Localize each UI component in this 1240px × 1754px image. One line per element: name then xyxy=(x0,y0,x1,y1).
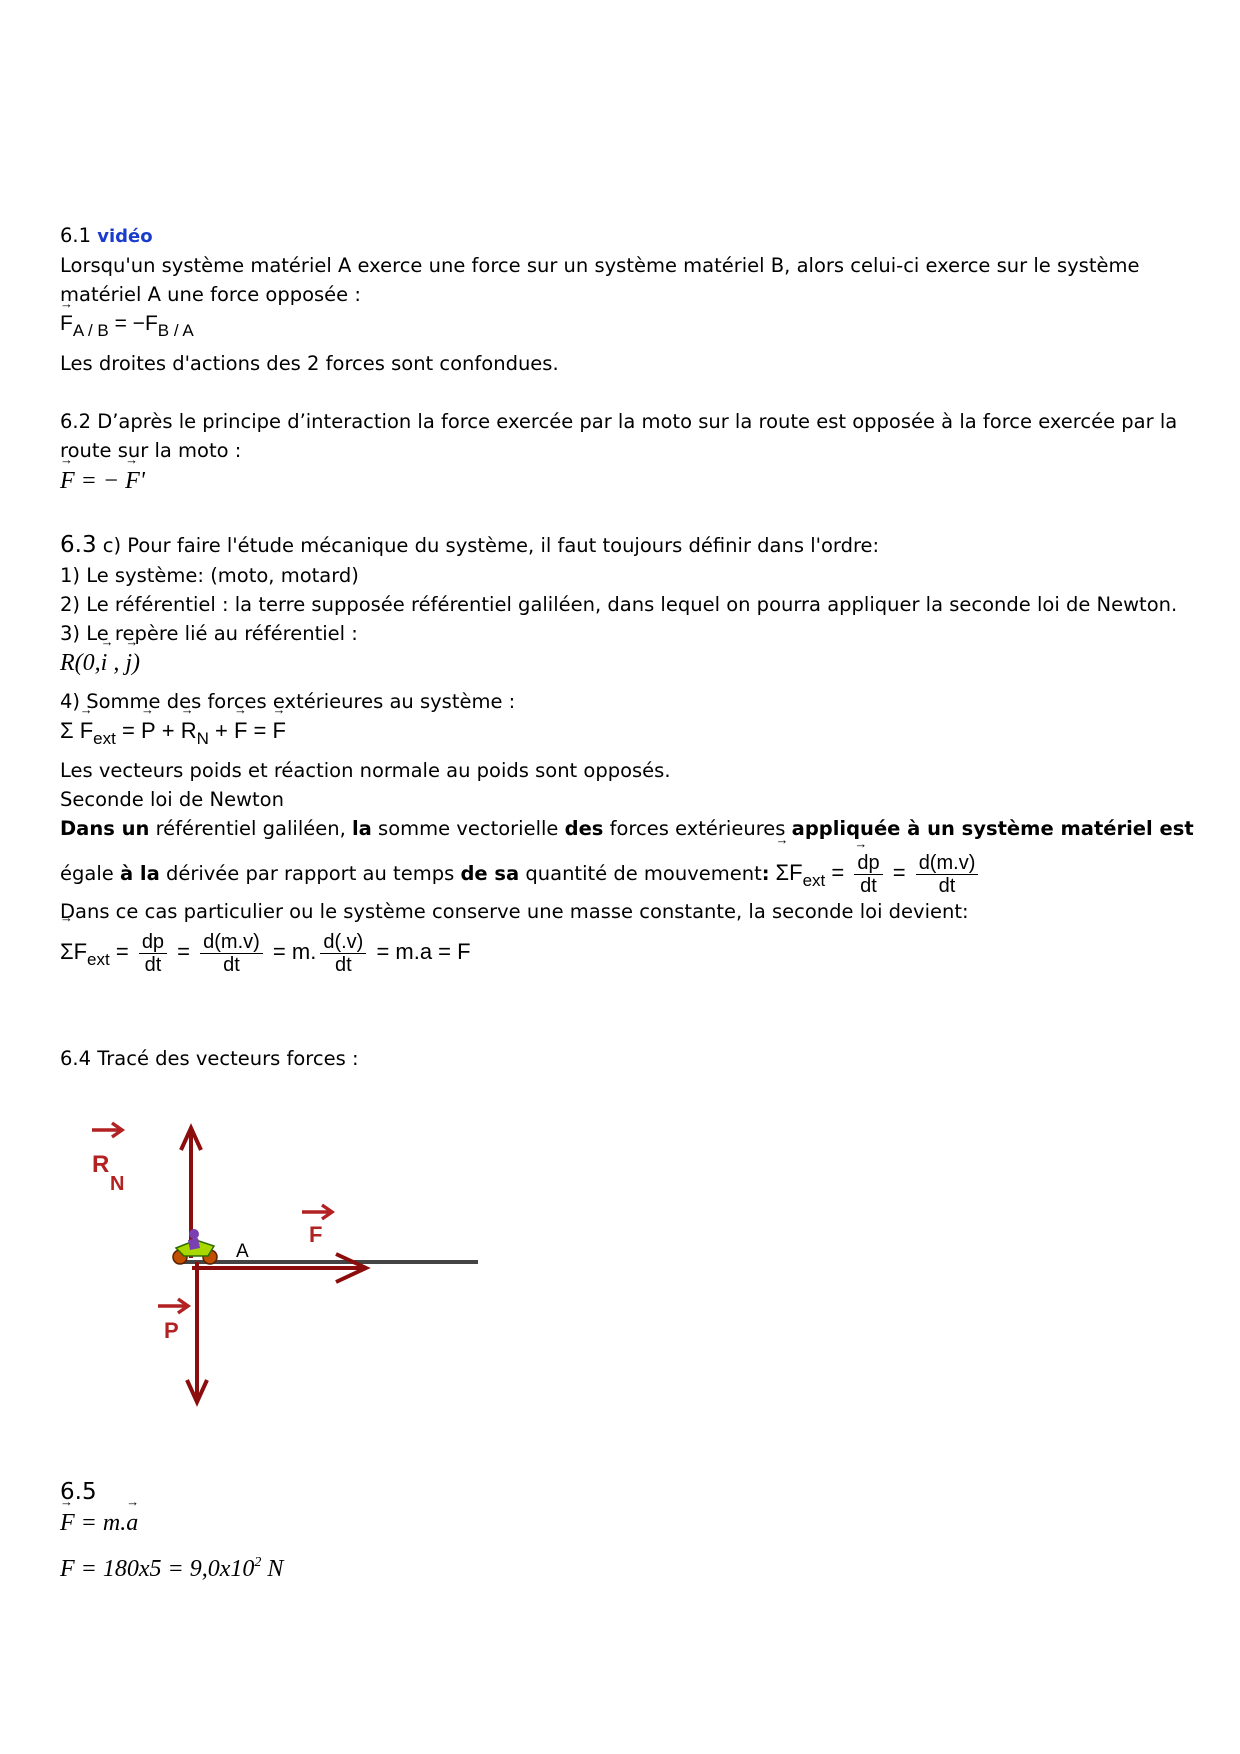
text: référentiel galiléen, xyxy=(149,817,352,840)
sigma-f: → ΣF xyxy=(60,926,87,978)
bold-text: des xyxy=(564,817,604,840)
paragraph-line: matériel A une force opposée : xyxy=(60,283,361,306)
subscript: ext xyxy=(93,729,116,748)
paragraph-line: Lorsqu'un système matériel A exerce une force sur un système matériel B, alors celui-ci exerce sur le système xyxy=(60,254,1140,277)
operator: + xyxy=(155,718,181,743)
point-a-label: A xyxy=(236,1241,249,1262)
formula-text: F = 180x5 = 9,0x10 xyxy=(60,1556,255,1582)
operator: = xyxy=(115,718,141,743)
operator: = xyxy=(109,939,135,964)
numerator: dp xyxy=(139,931,167,954)
list-item: 2) Le référentiel : la terre supposée référentiel galiléen, dans lequel on pourra appliquer la seconde loi de Newton. xyxy=(60,593,1178,616)
text: dérivée par rapport au temps xyxy=(159,862,461,885)
paragraph-line: 6.2 D’après le principe d’interaction la force exercée par la moto sur la route est opposée à la force exercée par la xyxy=(60,410,1178,433)
text: quantité de mouvement xyxy=(519,862,762,885)
paragraph-line: Les droites d'actions des 2 forces sont confondues. xyxy=(60,352,559,375)
denominator: dt xyxy=(144,953,162,976)
sigma-f: → ΣF xyxy=(776,848,803,898)
bold-text: : xyxy=(761,862,770,885)
operator: = xyxy=(825,860,851,885)
bold-text: appliquée à un système matériel est xyxy=(791,817,1194,840)
operator: = xyxy=(886,860,912,885)
bold-text: de sa xyxy=(460,862,520,885)
superscript: 2 xyxy=(254,1555,262,1570)
operator: = m. xyxy=(266,939,317,964)
paragraph-line: route sur la moto : xyxy=(60,439,242,462)
section-number: 6.3 xyxy=(60,532,97,558)
prime: ' xyxy=(139,468,145,494)
list-item: 1) Le système: (moto, motard) xyxy=(60,564,359,587)
vector-f-prime: → F xyxy=(125,468,140,495)
numerator: d(m.v) xyxy=(916,852,979,875)
list-item: 3) Le repère lié au référentiel : xyxy=(60,622,358,645)
vector-i: → i xyxy=(101,650,108,677)
operator: + xyxy=(208,718,234,743)
subscript: ext xyxy=(87,950,110,969)
vector-f: → F xyxy=(60,468,75,495)
unit: N xyxy=(261,1556,284,1582)
subscript: ext xyxy=(802,871,826,890)
operator: = − xyxy=(74,468,126,494)
paren: ) xyxy=(132,650,140,676)
p-label: P xyxy=(164,1318,179,1343)
denominator: dt xyxy=(860,874,877,897)
paragraph-line: Dans ce cas particulier ou le système conserve une masse constante, la seconde loi devient: xyxy=(60,900,969,923)
formula-tail: = m.a = F xyxy=(370,939,471,964)
formula-f-value xyxy=(60,1556,283,1583)
video-link[interactable]: vidéo xyxy=(97,226,153,247)
bold-text: à la xyxy=(119,862,160,885)
operator: = −F xyxy=(108,312,158,335)
operator: = xyxy=(171,939,197,964)
vector-r: → R xyxy=(181,718,197,744)
operator: = xyxy=(247,718,273,743)
bold-text: la xyxy=(352,817,372,840)
rn-label-r: R xyxy=(92,1151,110,1178)
newton-title: Seconde loi de Newton xyxy=(60,788,284,811)
f-label: F xyxy=(309,1222,323,1247)
vector-f: → F xyxy=(80,718,93,744)
subscript: A / B xyxy=(72,321,109,340)
repere-r: R(0, xyxy=(60,650,101,676)
operator: = m. xyxy=(74,1510,127,1536)
text: égale xyxy=(60,862,120,885)
numerator: d(m.v) xyxy=(200,931,263,954)
numerator: d(.v) xyxy=(320,931,366,954)
vector-f: → F xyxy=(60,1510,75,1537)
denominator: dt xyxy=(938,874,956,897)
paragraph-line: Les vecteurs poids et réaction normale au poids sont opposés. xyxy=(60,759,671,782)
intro-text: c) Pour faire l'étude mécanique du système, il faut toujours définir dans l'ordre: xyxy=(102,534,880,557)
formula-f-ma xyxy=(60,1510,138,1537)
vector-f: → F xyxy=(60,312,73,336)
comma: , xyxy=(107,650,126,676)
rn-label-n: N xyxy=(110,1173,125,1195)
vector-f: → F xyxy=(272,718,285,744)
section-6-4-heading: 6.4 Tracé des vecteurs forces : xyxy=(60,1047,359,1070)
text: forces extérieures xyxy=(603,817,792,840)
motorbike-icon xyxy=(173,1229,217,1264)
section-number: 6.1 xyxy=(60,224,92,247)
list-item: 4) Somme des forces extérieures au système : xyxy=(60,690,516,713)
denominator: dt xyxy=(223,953,240,976)
subscript: N xyxy=(196,729,209,748)
denominator: dt xyxy=(334,953,352,976)
section-6-5-heading: 6.5 xyxy=(60,1479,97,1505)
subscript: B / A xyxy=(157,321,194,340)
text: somme vectorielle xyxy=(371,817,565,840)
bold-text: Dans un xyxy=(60,817,150,840)
vector-a: → a xyxy=(126,1510,138,1537)
numerator: → dp xyxy=(854,852,882,875)
sigma: Σ xyxy=(60,718,80,743)
vector-j: → j xyxy=(125,650,132,677)
vector-f: → F xyxy=(234,718,247,744)
vector-p: → P xyxy=(141,718,156,744)
